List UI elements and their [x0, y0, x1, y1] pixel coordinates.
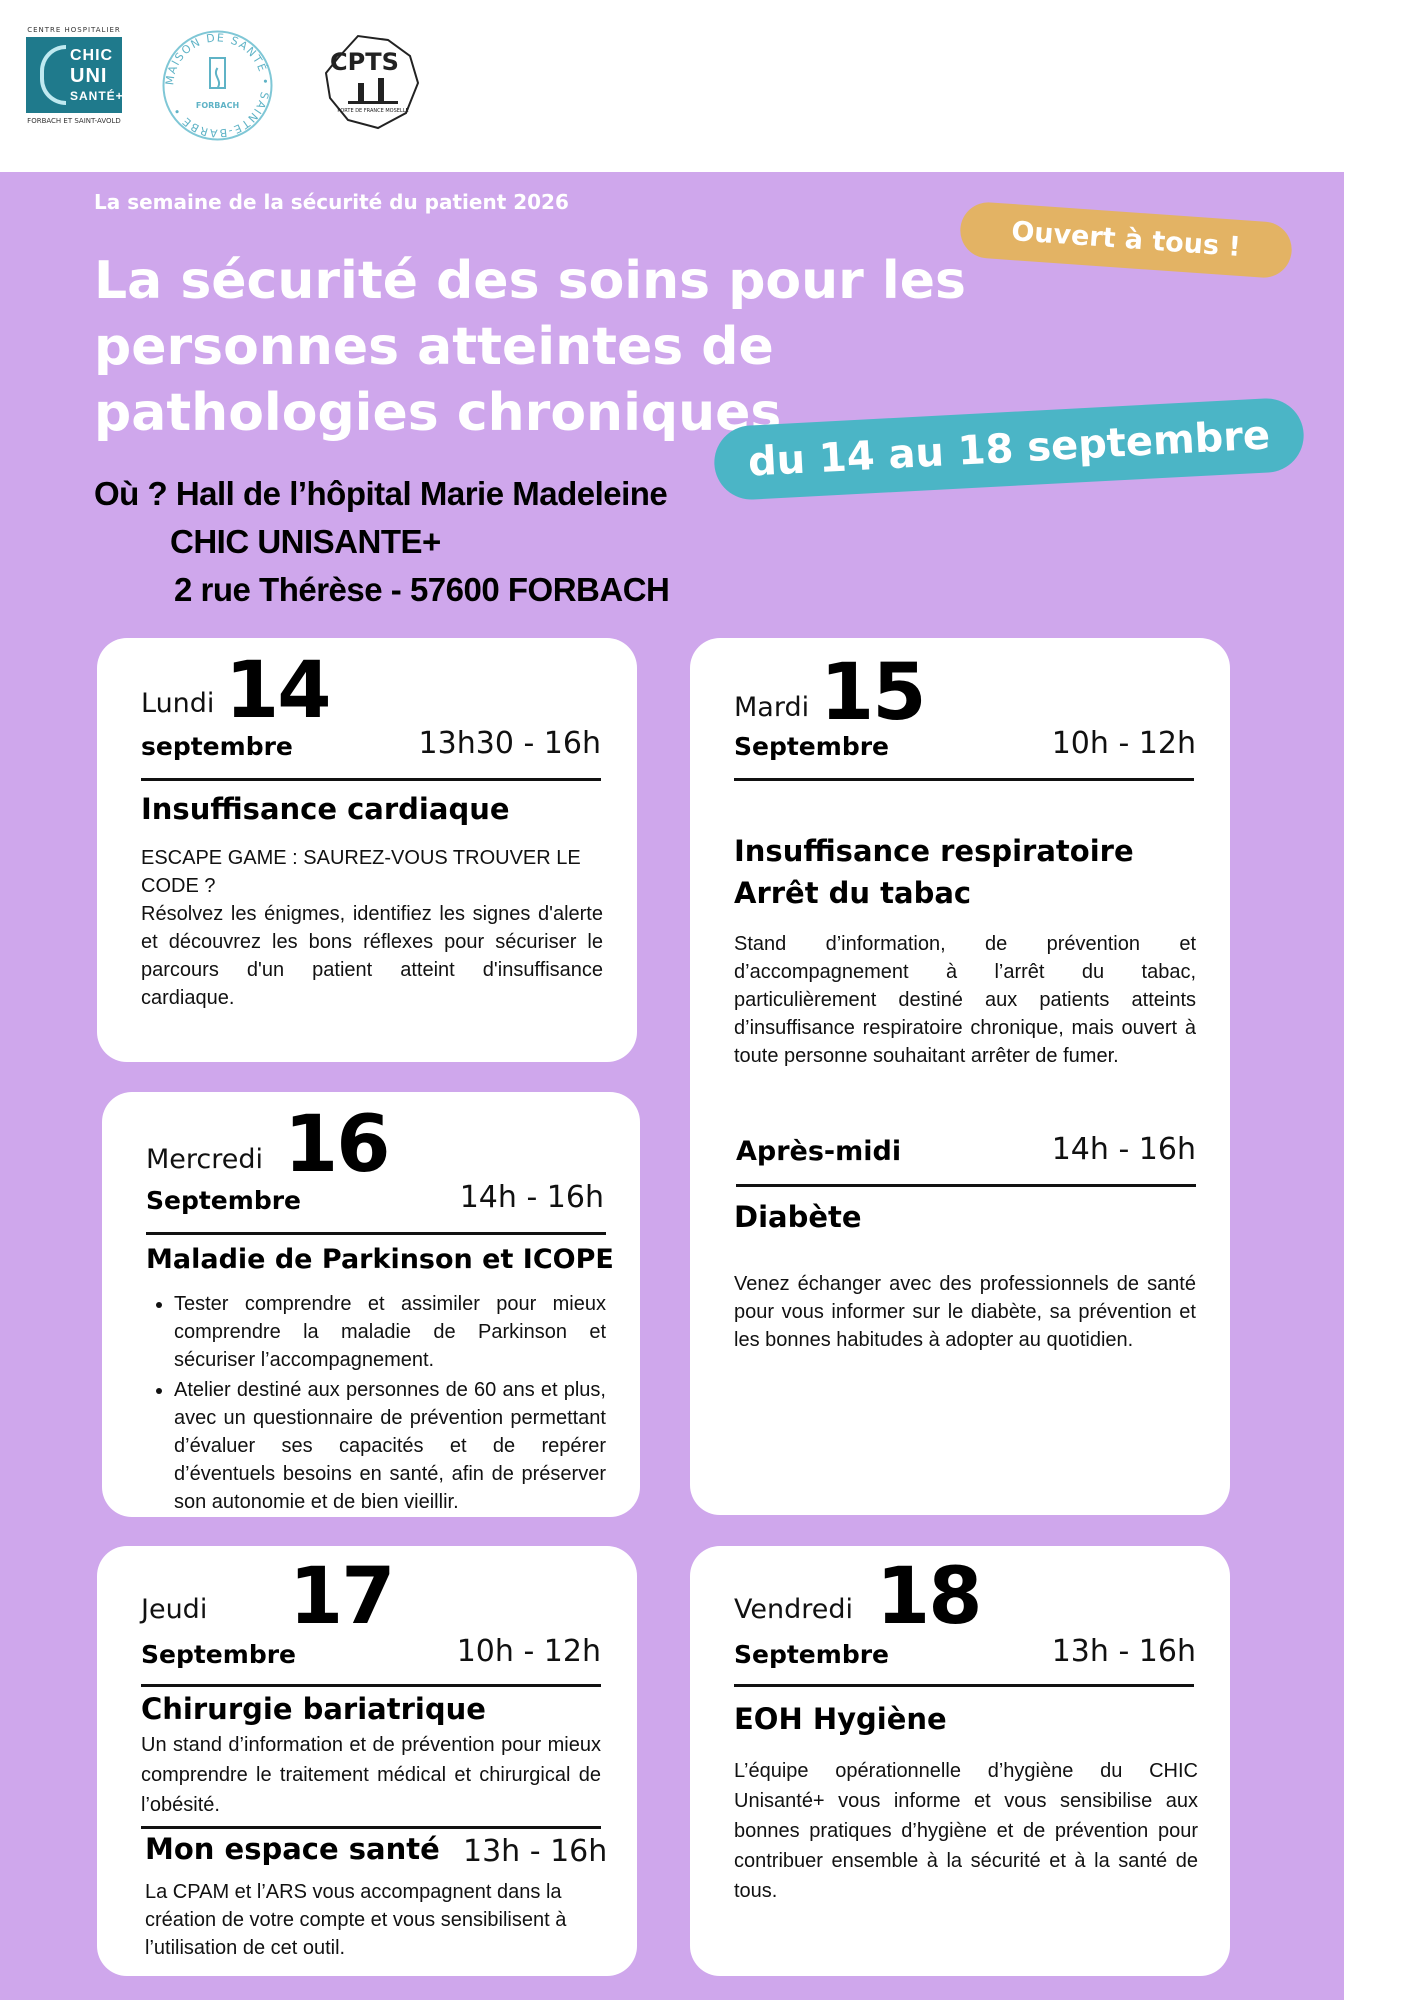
wednesday-day: Mercredi [146, 1144, 264, 1175]
tuesday-month: Septembre [734, 732, 889, 761]
cpts-logo [318, 28, 428, 138]
card-thursday [97, 1546, 637, 1976]
monday-num: 14 [225, 646, 330, 736]
tuesday-time2: 14h - 16h [1051, 1132, 1196, 1167]
page-title: La sécurité des soins pour les personnes atteintes de pathologies chroniques [94, 251, 966, 443]
wednesday-heading: Maladie de Parkinson et ICOPE [146, 1244, 614, 1275]
card-tuesday [690, 638, 1230, 1515]
tuesday-time: 10h - 12h [1051, 726, 1196, 761]
tuesday-heading2: Arrêt du tabac [734, 876, 972, 910]
maison-ring-text: MAISON DE SANTÉ • SAINTE-BARBE • [163, 31, 272, 140]
wednesday-time: 14h - 16h [459, 1180, 604, 1215]
tuesday-afternoon: Après-midi [736, 1136, 902, 1167]
tuesday-rule2 [736, 1184, 1196, 1187]
wednesday-list [146, 1290, 606, 1518]
thursday-time: 10h - 12h [456, 1634, 601, 1669]
monday-time: 13h30 - 16h [418, 726, 601, 761]
cpts-map-icon [318, 28, 428, 138]
thursday-text2: La CPAM et l’ARS vous accompagnent dans la création de votre compte et vous sensibilisent à l’utilisation de cet outil. [145, 1881, 567, 1959]
date-pill: du 14 au 18 septembre [712, 397, 1305, 502]
friday-time: 13h - 16h [1051, 1634, 1196, 1669]
chic-unisante-logo [26, 26, 122, 136]
friday-text: L’équipe opérationnelle d’hygiène du CHIC Unisanté+ vous informe et vous sensibilise aux bonnes pratiques d’hygiène et de prévention pour contribuer ensemble à la sécurité et à la santé de tous. [734, 1760, 1198, 1902]
monday-day: Lundi [141, 688, 215, 719]
monday-text1: ESCAPE GAME : SAUREZ-VOUS TROUVER LE CODE ? [141, 847, 581, 897]
tuesday-text1: Stand d’information, de prévention et d’accompagnement à l’arrêt du tabac, particulièrement destiné aux patients atteints d’insuffisance respiratoire chronique, mais ouvert à toute personne souhaitant arrêter de fumer. [734, 933, 1196, 1067]
where-line2: CHIC UNISANTE+ [170, 523, 441, 560]
thursday-day: Jeudi [141, 1594, 208, 1625]
friday-day: Vendredi [734, 1594, 853, 1625]
maison-de-sante-logo [160, 28, 275, 143]
wednesday-month: Septembre [146, 1186, 301, 1215]
open-to-all-pill: Ouvert à tous ! [958, 200, 1293, 279]
thursday-rule2 [141, 1826, 601, 1829]
friday-rule [734, 1684, 1194, 1687]
thursday-rule [141, 1684, 601, 1687]
wednesday-bullet1: • Tester comprendre et assimiler pour mieux comprendre la maladie de Parkinson et sécuriser l’accompagnement. [174, 1290, 606, 1374]
chic-logo-top: CENTRE HOSPITALIER [27, 26, 121, 34]
friday-month: Septembre [734, 1640, 889, 1669]
wednesday-num: 16 [284, 1100, 389, 1190]
maison-seal-icon [160, 28, 275, 143]
tuesday-heading1: Insuffisance respiratoire [734, 834, 1134, 868]
where-line1: Où ? Hall de l’hôpital Marie Madeleine [94, 475, 668, 512]
tuesday-heading3: Diabète [734, 1200, 862, 1234]
card-wednesday [102, 1092, 640, 1517]
chic-logo-box [26, 37, 122, 113]
monday-text2: Résolvez les énigmes, identifiez les signes d'alerte et découvrez les bons réflexes pour sécuriser le parcours d'un patient atteint d'insuffisance cardiaque. [141, 903, 603, 1009]
chic-logo-bottom: FORBACH ET SAINT-AVOLD [27, 117, 121, 125]
monday-month: septembre [141, 732, 293, 761]
monday-rule [141, 778, 601, 781]
friday-heading: EOH Hygiène [734, 1702, 947, 1736]
chic-logo-line3: SANTÉ+ [70, 89, 124, 103]
where-line3: 2 rue Thérèse - 57600 FORBACH [174, 571, 670, 608]
thursday-time2: 13h - 16h [463, 1834, 608, 1869]
tuesday-rule [734, 778, 1194, 781]
wednesday-bullet2: • Atelier destiné aux personnes de 60 ans et plus, avec un questionnaire de prévention permettant d’évaluer ses capacités et de repérer d’éventuels besoins en santé, afin de préserver son autonomie et de bien vieillir. [174, 1376, 606, 1516]
tuesday-text2: Venez échanger avec des professionnels de santé pour vous informer sur le diabète, sa prévention et les bonnes habitudes à adopter au quotidien. [734, 1273, 1196, 1351]
cpts-sub: PORTE DE FRANCE MOSELLE [337, 108, 409, 114]
location-block [94, 470, 669, 614]
card-friday [690, 1546, 1230, 1976]
maison-center-text: FORBACH [195, 101, 240, 110]
thursday-month: Septembre [141, 1640, 296, 1669]
chic-logo-line1: CHIC [70, 47, 114, 64]
friday-num: 18 [876, 1552, 981, 1642]
eyebrow: La semaine de la sécurité du patient 2026 [94, 190, 569, 214]
wednesday-rule [146, 1232, 606, 1235]
thursday-heading1: Chirurgie bariatrique [141, 1692, 486, 1726]
thursday-text1: Un stand d’information et de prévention pour mieux comprendre le traitement médical et chirurgical de l’obésité. [141, 1734, 601, 1816]
thursday-heading2: Mon espace santé [145, 1832, 440, 1866]
cpts-name: CPTS [330, 48, 399, 76]
chic-logo-crescent [40, 45, 66, 105]
thursday-num: 17 [289, 1552, 394, 1642]
tuesday-day: Mardi [734, 692, 810, 723]
monday-heading: Insuffisance cardiaque [141, 792, 510, 826]
svg-text:MAISON DE SANTÉ • SAINTE-BARBE [163, 31, 271, 139]
card-monday [97, 638, 637, 1062]
tuesday-num: 15 [820, 648, 925, 738]
chic-logo-line2: UNI [70, 65, 108, 87]
